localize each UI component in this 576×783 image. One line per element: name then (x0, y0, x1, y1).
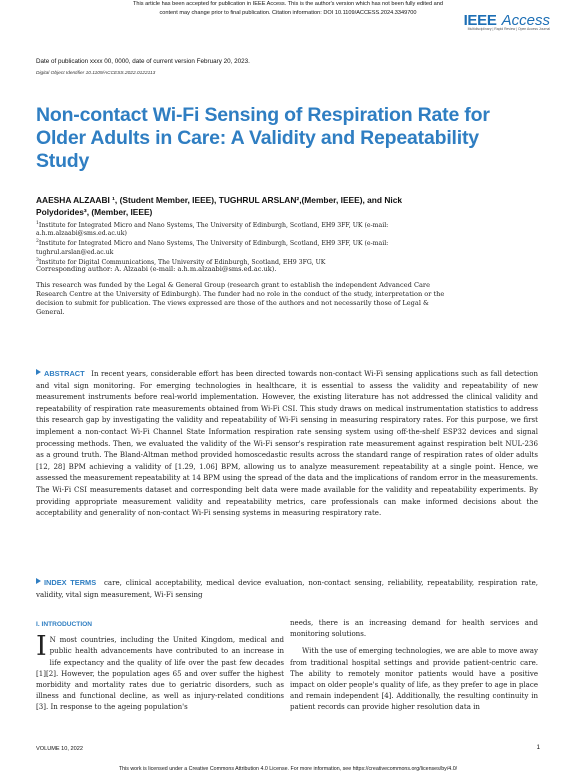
affiliation-1a: $^1$Institute for Integrated Micro and Nano Systems, The University of Edinburgh, Scotland, EH9 3FF, UK (e-mail: (36, 221, 389, 230)
affiliation-2a: $^2$Institute for Integrated Micro and Nano Systems, The University of Edinburgh, Scotland, EH9 3FF, UK (e-mail: (36, 239, 389, 248)
abstract-text: In recent years, considerable effort has been directed towards non-contact Wi-Fi sensing applications such as fall detection and vital sign monitoring. For emerging technologies in healthcare, it is essential to assess the validity and repeatability of new measurement instruments before real-world implementation. However, the existing literature has not addressed the clinical validity and repeatability of respiration rate measurements obtained from Wi-Fi CSI. This study draws on medical instrumentation statistics to address this research gap by investigating the validity and repeatability of Wi-Fi sensing in measuring respiratory rates. For this purpose, we first implement a non-contact Wi-Fi Channel State Information respiration rate sensing system using off-the-shelf ESP32 devices and signal processing methods. Then, we evaluated the validity of the Wi-Fi sensor's respiration rate measurement against respiration belt NUL-236 as a ground truth. The Bland-Altman method provided homoscedastic results across the standard range of respiration rates of older adults [12, 28] BPM achieving a validity of [1.29, 1.06] BPM, allowing us to analyze measurement repeatability at a single point. Hence, we assessed the measurement repeatability at 14 BPM using the spread of the data and the implications of random error in the measurements. The Wi-Fi CSI measurements dataset and corresponding belt data were made available for the validity and repeatability experiments. By providing appropriate measurement validity and repeatability metrics, care professionals can make informed decisions about the acceptability and generality of non-contact Wi-Fi sensing systems in measuring respiratory rate. (36, 369, 538, 518)
acceptance-notice-line1: This article has been accepted for publication in IEEE Access. This is the author's version which has not been fully edited and (132, 1, 444, 7)
affiliation-1b: a.h.m.alzaabi@sms.ed.ac.uk) (36, 230, 127, 238)
section-marker-icon (36, 369, 41, 375)
intro-paragraph-1: I N most countries, including the United Kingdom, medical and public health advancements have contributed to an increase in life expectancy and the quality of life over the past few decades [1][2]. However, the population ages 65 and over suffer the highest morbidity and mortality rates due to geriatric disorders, such as illness and functional decline, as well as injury-related conditions [3]. In response to the ageing population's (36, 631, 284, 712)
logo-tagline: Multidisciplinary | Rapid Review | Open Access Journal (467, 27, 550, 31)
author-list (36, 195, 541, 218)
acceptance-notice-line2: content may change prior to final publication. Citation information: DOI 10.1109/ACCESS.2024.3349700 (159, 9, 417, 16)
affiliations (36, 220, 541, 267)
section-heading-introduction: I. INTRODUCTION (36, 621, 93, 628)
intro-paragraph-1-continued: needs, there is an increasing demand for health services and monitoring solutions. (290, 618, 538, 639)
affiliation-3: $^3$Institute for Digital Communications, The University of Edinburgh, Scotland, EH9 3FG, UK (36, 257, 326, 266)
funding-statement: This research was funded by the Legal & General Group (research grant to establish the independent Advanced Care Research Centre at the University of Edinburgh). The funder had no role in the conduct of the study, interpretation or the decision to submit for publication. The views expressed are those of the authors and not necessarily those of Legal & General. (36, 281, 445, 316)
paper-title: Non-contact Wi-Fi Sensing of Respiration Rate for Older Adults in Care: A Validity and Repeatability Study (36, 104, 490, 172)
volume-label: VOLUME 10, 2022 (36, 746, 83, 752)
drop-cap: I (36, 631, 47, 663)
index-terms-text: care, clinical acceptability, medical device evaluation, non-contact sensing, reliability, repeatability, respiration rate, validity, vital sign measurement, Wi-Fi sensing (36, 578, 538, 599)
corresponding-author: Corresponding author: A. Alzaabi (e-mail: a.h.m.alzaabi@sms.ed.ac.uk). (36, 265, 277, 273)
body-column-left (36, 619, 284, 713)
doi-line: Digital Object Identifier 10.1109/ACCESS.2022.0122113 (36, 71, 156, 76)
journal-logo (464, 10, 550, 31)
license-notice: This work is licensed under a Creative Commons Attribution 4.0 License. For more information, see https://creativecommons.org/licenses/by/4.0/ (118, 766, 458, 772)
abstract-block (36, 368, 538, 519)
body-column-right (290, 617, 538, 713)
index-terms-block (36, 577, 538, 600)
abstract-label: ABSTRACT (44, 369, 85, 378)
author-line-2: Polydorides³, (Member, IEEE) (36, 206, 153, 217)
affiliation-2b: tughrul.arslan@ed.ac.uk (36, 248, 114, 256)
publication-date: Date of publication xxxx 00, 0000, date of current version February 20, 2023. (36, 58, 250, 65)
index-terms-label: INDEX TERMS (44, 578, 97, 587)
logo-access: Access (501, 12, 550, 29)
intro-paragraph-2: With the use of emerging technologies, we are able to move away from traditional hospital settings and provide patient-centric care. The ability to remotely monitor patients would have a positive impact on older people's quality of life, as they prefer to age in place and remain independent [4]. Additionally, the resulting continuity in patient records can provide higher resolution data in (290, 646, 538, 712)
logo-ieee: IEEE (463, 12, 497, 29)
author-line-1: AAESHA ALZAABI ¹, (Student Member, IEEE), TUGHRUL ARSLAN²,(Member, IEEE), and Nick (36, 195, 403, 205)
section-marker-icon (36, 578, 41, 584)
page-number: 1 (536, 744, 540, 751)
